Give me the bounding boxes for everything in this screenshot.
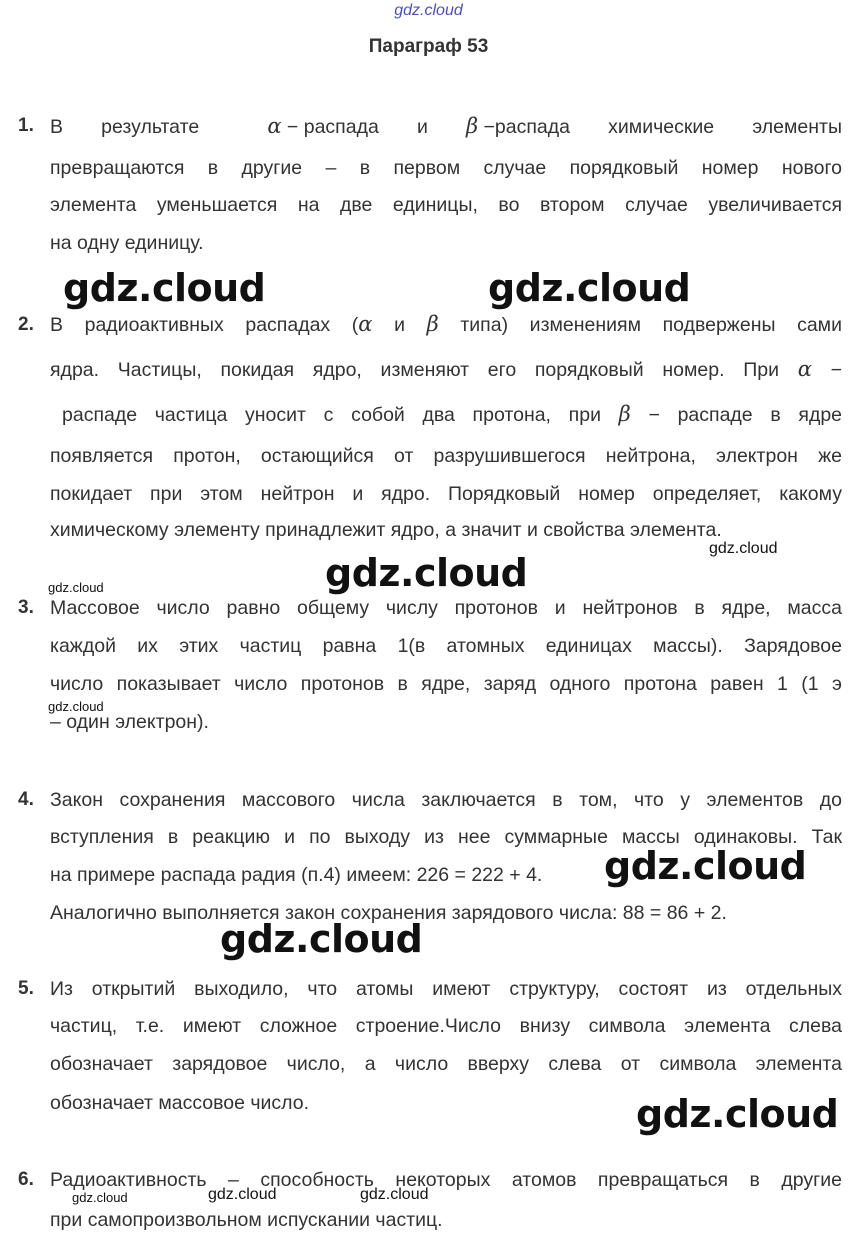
- text-fragment: − распаде в ядре: [630, 404, 843, 426]
- text-fragment: −распада: [483, 116, 571, 138]
- item-line: – один электрон).: [50, 711, 209, 733]
- watermark: gdz.cloud: [220, 917, 423, 961]
- item-number: 4.: [18, 789, 34, 810]
- watermark: gdz.cloud: [709, 540, 778, 557]
- item-line: [50, 312, 842, 337]
- text-fragment: типа) изменениям подвержены сами: [438, 314, 842, 336]
- text-fragment: В: [50, 116, 64, 138]
- watermark: gdz.cloud: [636, 1092, 839, 1136]
- item-line: элемента уменьшается на две единицы, во втором случае увеличивается: [50, 194, 842, 216]
- item-line: [50, 357, 842, 382]
- text-fragment: распаде частица уносит с собой два протона, при: [62, 404, 601, 426]
- item-line: на примере распада радия (п.4) имеем: 226 = 222 + 4.: [50, 864, 543, 886]
- item-number: 3.: [18, 597, 34, 618]
- text-fragment: [267, 114, 378, 139]
- item-line: обозначает массовое число.: [50, 1092, 310, 1114]
- item-line: частиц, т.е. имеют сложное строение.Число внизу символа элемента слева: [50, 1015, 842, 1037]
- item-line: химическому элементу принадлежит ядро, а значит и свойства элемента.: [50, 519, 722, 541]
- text-fragment: результате: [101, 116, 200, 138]
- item-number: 6.: [18, 1169, 34, 1190]
- alpha-symbol: α: [797, 357, 812, 381]
- text-fragment: ядра. Частицы, покидая ядро, изменяют его порядковый номер. При: [50, 359, 779, 381]
- text-fragment: В радиоактивных распадах (: [50, 314, 359, 336]
- item-number: 2.: [18, 314, 34, 335]
- watermark: gdz.cloud: [488, 266, 691, 310]
- item-line: обозначает зарядовое число, а число вверху слева от символа элемента: [50, 1053, 842, 1075]
- text-fragment: − распада: [286, 116, 379, 138]
- item-line: число показывает число протонов в ядре, заряд одного протона равен 1 (1 э: [50, 673, 842, 695]
- text-fragment: и: [372, 314, 427, 336]
- item-line: [50, 114, 842, 139]
- page-title: Параграф 53: [368, 36, 489, 57]
- item-line: Массовое число равно общему числу протонов и нейтронов в ядре, масса: [50, 597, 842, 619]
- item-line: появляется протон, остающийся от разрушившегося нейтрона, электрон же: [50, 445, 842, 467]
- watermark: gdz.cloud: [360, 1186, 429, 1203]
- watermark: gdz.cloud: [48, 699, 104, 714]
- item-line: покидает при этом нейтрон и ядро. Порядковый номер определяет, какому: [50, 483, 842, 505]
- item-number: 1.: [18, 115, 34, 136]
- item-line: Из открытий выходило, что атомы имеют структуру, состоят из отдельных: [50, 978, 842, 1000]
- item-line: Аналогично выполняется закон сохранения зарядового числа: 88 = 86 + 2.: [50, 902, 727, 924]
- text-fragment: элементы: [752, 116, 842, 138]
- alpha-symbol: α: [267, 114, 282, 138]
- item-line: каждой их этих частиц равна 1(в атомных единицах массы). Зарядовое: [50, 635, 842, 657]
- text-fragment: и: [416, 116, 428, 138]
- watermark: gdz.cloud: [208, 1186, 277, 1203]
- watermark: gdz.cloud: [604, 844, 807, 888]
- text-fragment: −: [811, 359, 843, 381]
- item-line: [62, 402, 842, 427]
- alpha-symbol: α: [358, 312, 373, 336]
- watermark: gdz.cloud: [72, 1190, 128, 1205]
- text-fragment: химические: [608, 116, 715, 138]
- header-watermark: gdz.cloud: [394, 2, 463, 19]
- item-line: на одну единицу.: [50, 232, 204, 254]
- item-line: Радиоактивность – способность некоторых атомов превращаться в другие: [50, 1169, 842, 1191]
- watermark: gdz.cloud: [325, 551, 528, 595]
- text-fragment: [466, 114, 570, 139]
- watermark: gdz.cloud: [63, 266, 266, 310]
- beta-symbol: β: [426, 312, 439, 336]
- item-line: превращаются в другие – в первом случае порядковый номер нового: [50, 157, 842, 179]
- item-line: при самопроизвольном испускании частиц.: [50, 1209, 443, 1231]
- item-line: вступления в реакцию и по выходу из нее суммарные массы одинаковы. Так: [50, 826, 842, 848]
- beta-symbol: β: [618, 402, 631, 426]
- item-line: Закон сохранения массового числа заключается в том, что у элементов до: [50, 789, 842, 811]
- beta-symbol: β: [465, 114, 479, 138]
- item-number: 5.: [18, 978, 34, 999]
- watermark: gdz.cloud: [48, 580, 104, 595]
